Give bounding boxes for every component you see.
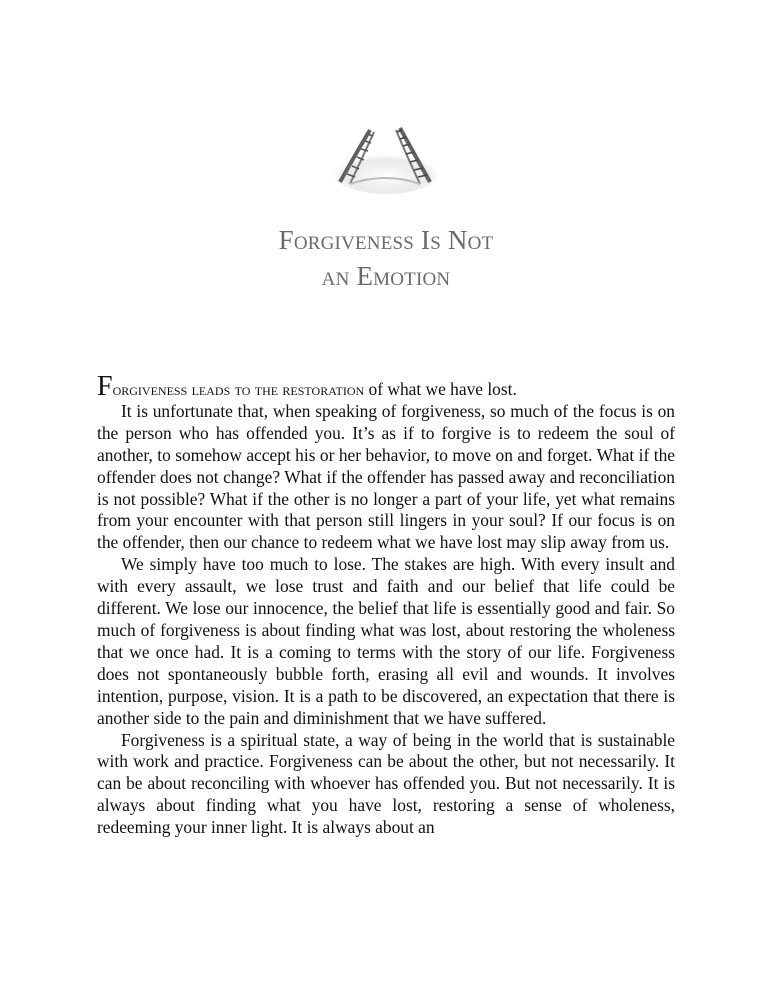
paragraph-2: We simply have too much to lose. The stakes are high. With every insult and with every assault, we lose trust and faith and our belief that life could be different. We lose our innocence, the belief that life is essentially good and fair. So much of forgiveness is about finding what was lost, about restoring the wholeness that we once had. It is a coming to terms with the story of our life. Forgiveness does not spontaneously bubble forth, erasing all evil and wounds. It involves intention, purpose, vision. It is a path to be discovered, an expectation that there is another side to the pain and diminishment that we have suffered. [97,554,675,728]
chapter-title-line-2: an Emotion [321,261,451,291]
opening-small-caps: orgiveness leads to the restoration [112,379,365,399]
paragraph-1: It is unfortunate that, when speaking of forgiveness, so much of the focus is on the person who has offended you. It’s as if to forgive is to redeem the soul of another, to somehow accept his or her behavior, to move on and forget. What if the offender does not change? What if the offender has passed away and reconciliation is not possible? What if the other is no longer a part of your life, yet what remains from your encounter with that person still lingers in your soul? If our focus is on the offender, then our chance to redeem what we have lost may slip away from us. [97,400,675,553]
drop-cap: F [97,371,113,402]
bridge-ornament-icon [330,124,442,196]
opening-line [97,371,675,402]
body-text [97,371,675,839]
paragraph-3: Forgiveness is a spiritual state, a way of being in the world that is sustainable with work and practice. Forgiveness can be about the other, but not necessarily. It can be about reconciling with whoever has offended you. But not necessarily. It is always about finding what you have lost, restoring a sense of wholeness, redeeming your inner light. It is always about an [97,729,675,838]
opening-rest: of what we have lost. [364,379,517,399]
chapter-title-line-1: Forgiveness Is Not [278,225,494,255]
